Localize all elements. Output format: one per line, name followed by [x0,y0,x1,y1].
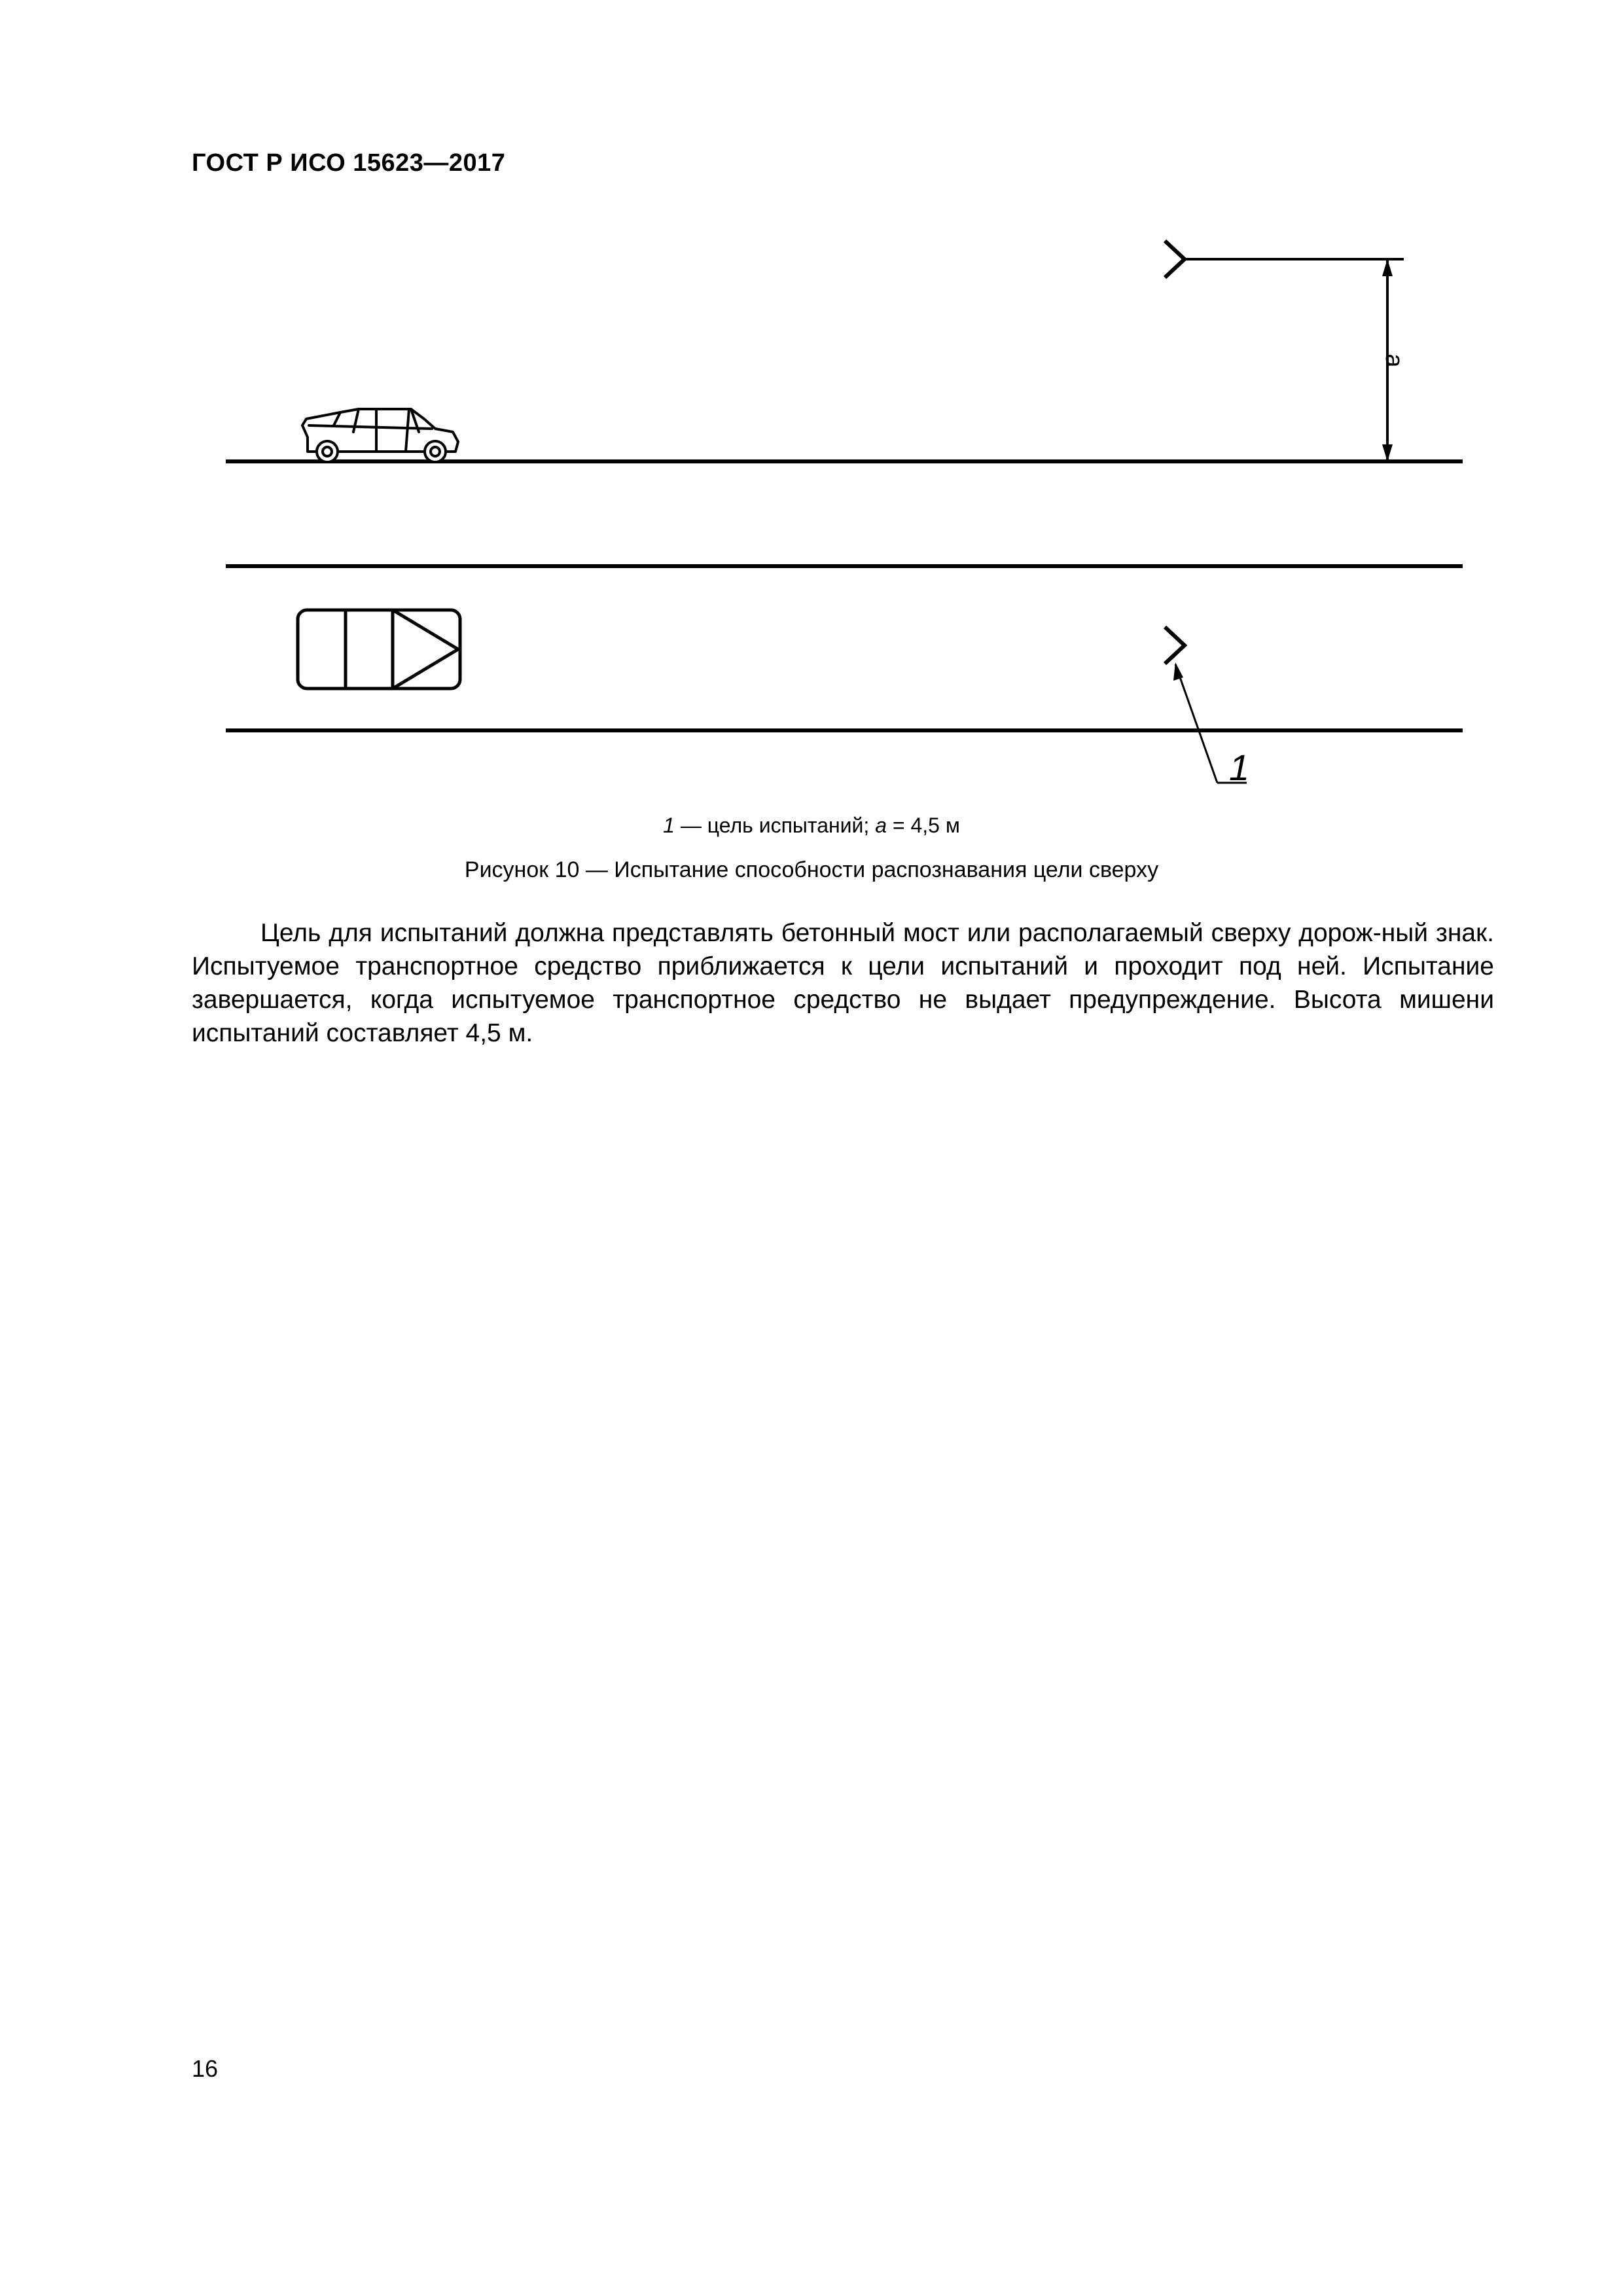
document-header: ГОСТ Р ИСО 15623—2017 [192,149,506,177]
legend-item-text: — цель испытаний; [674,814,876,837]
dimension-a-label: a [1380,353,1408,368]
overhead-target-plan [1165,627,1185,664]
legend-dim-text: = 4,5 м [886,814,960,837]
page-number: 16 [192,2055,219,2082]
figure-drawing [0,0,1623,916]
legend-dim-symbol: a [875,814,887,837]
car-side-view [302,409,458,462]
figure-10 [0,0,1623,916]
car-top-view [298,610,460,689]
overhead-target-side [1165,241,1404,278]
callout-number: 1 [1229,747,1250,788]
figure-legend [0,814,1623,838]
legend-item-number: 1 [663,814,675,837]
body-paragraph: Цель для испытаний должна представлять бетонный мост или располагаемый сверху дорож-ный знак. Испытуемое транспортное средство приближается к цели испытаний и проходит под ней. Испытание завершается, когда испытуемое транспортное средство не выдает предупреждение. Высота мишени испытаний составляет 4,5 м. [192,919,1494,1047]
figure-caption: Рисунок 10 — Испытание способности распознавания цели сверху [464,857,1159,882]
